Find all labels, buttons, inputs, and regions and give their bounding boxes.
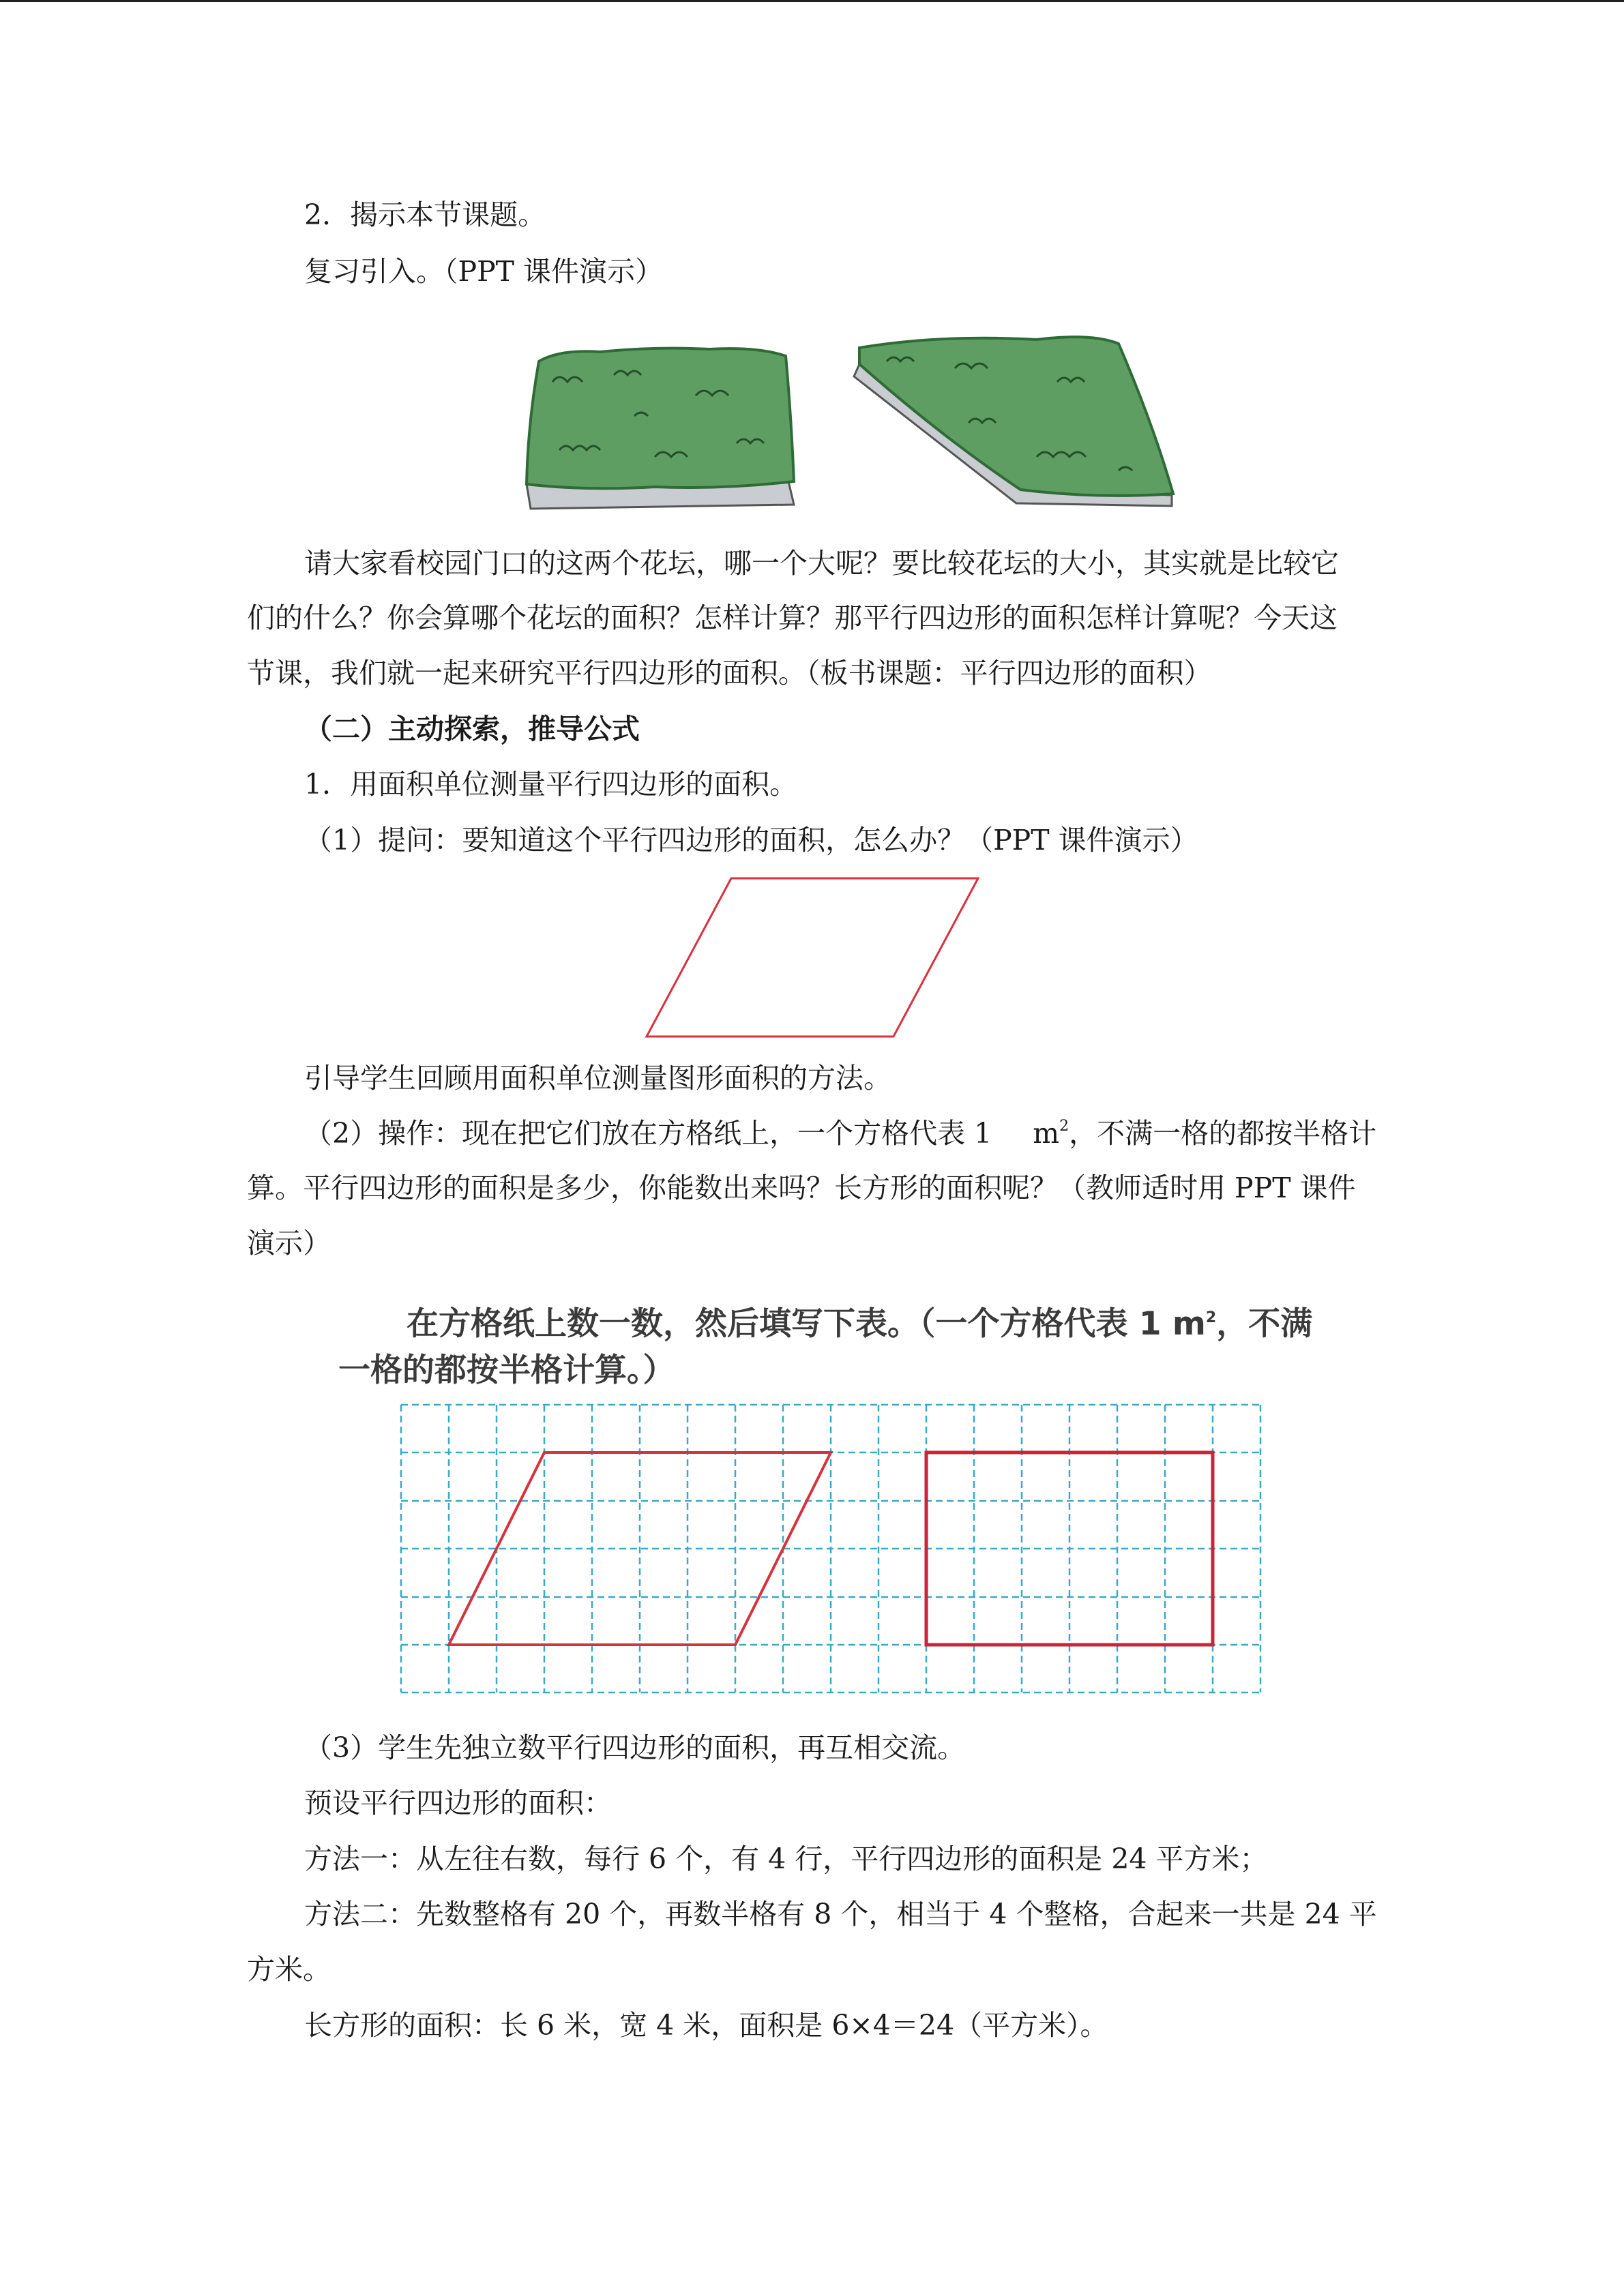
step-2-title: 2．揭示本节课题。: [304, 198, 546, 231]
textbook-instruction-line-1: 在方格纸上数一数，然后填写下表。（一个方格代表 1 $m^2$，不满: [407, 1305, 1313, 1343]
question-3: （3）学生先独立数平行四边形的面积，再互相交流。: [304, 1731, 966, 1764]
parallelogram-flowerbed-image: [854, 337, 1173, 506]
textbook-instruction-line-2: 一格的都按半格计算。）: [338, 1352, 675, 1389]
flowerbed-paragraph-line-2: 们的什么？你会算哪个花坛的面积？怎样计算？那平行四边形的面积怎样计算呢？今天这: [247, 601, 1338, 634]
flowerbeds-illustration: [518, 320, 1194, 518]
method-1: 方法一：从左往右数，每行 6 个，有 4 行，平行四边形的面积是 24 平方米；: [304, 1843, 1268, 1875]
grid-paper-figure: [401, 1405, 1260, 1699]
operation-line-2: 算。平行四边形的面积是多少，你能数出来吗？长方形的面积呢？（教师适时用 PPT 课件: [247, 1172, 1356, 1204]
page-top-rule: [0, 0, 1624, 2]
operation-line-1: （2）操作：现在把它们放在方格纸上，一个方格代表 1 $m^2$，不满一格的都按半格计: [304, 1117, 1377, 1150]
section-heading-2: （二）主动探索，推导公式: [304, 713, 640, 745]
method-2-line-2: 方米。: [247, 1953, 331, 1986]
flowerbed-paragraph-line-1: 请大家看校园门口的这两个花坛，哪一个大呢？要比较花坛的大小，其实就是比较它: [304, 547, 1339, 580]
grid-lines: [401, 1405, 1260, 1693]
step-1-title: 1．用面积单位测量平行四边形的面积。: [304, 768, 798, 801]
rectangle-flowerbed-image: [527, 348, 794, 509]
operation-line-3: 演示）: [247, 1227, 331, 1259]
review-intro: 复习引入。（PPT 课件演示）: [304, 255, 664, 288]
method-2-line-1: 方法二：先数整格有 20 个，再数半格有 8 个，相当于 4 个整格，合起来一共是 24 平: [304, 1898, 1377, 1930]
rectangle-area-line: 长方形的面积：长 6 米，宽 4 米，面积是 6×4＝24（平方米）。: [304, 2009, 1108, 2042]
guide-text: 引导学生回顾用面积单位测量图形面积的方法。: [304, 1062, 891, 1094]
question-1: （1）提问：要知道这个平行四边形的面积，怎么办？（PPT 课件演示）: [304, 824, 1198, 856]
flowerbed-paragraph-line-3: 节课，我们就一起来研究平行四边形的面积。（板书课题：平行四边形的面积）: [247, 657, 1212, 689]
parallelogram-outline-figure: [641, 876, 982, 1039]
preset-title: 预设平行四边形的面积：: [304, 1787, 612, 1819]
